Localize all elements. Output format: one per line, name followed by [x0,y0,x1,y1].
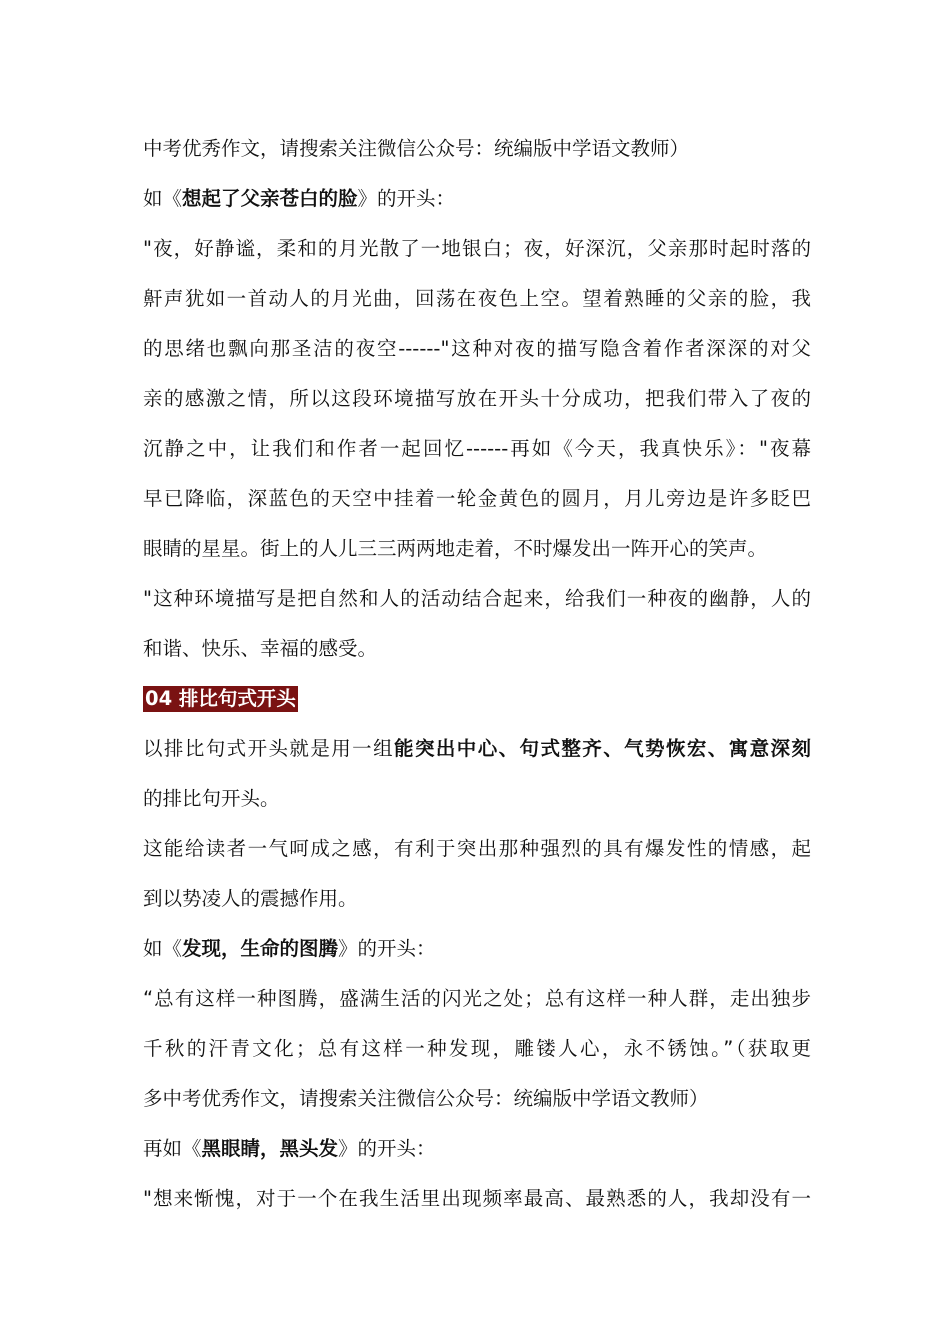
paragraph-line: 这能给读者一气呵成之感，有利于突出那种强烈的具有爆发性的情感，起 [143,837,811,860]
paragraph-line: 的排比句开头。 [143,787,280,810]
section-heading: 04 排比句式开头 [145,687,296,710]
text-span: 》的开头： [338,1137,436,1160]
paragraph-line: “总有这样一种图腾，盛满生活的闪光之处；总有这样一种人群，走出独步 [143,987,811,1010]
example-intro-line [143,924,811,974]
paragraph-line: 和谐、快乐、幸福的感受。 [143,637,378,660]
document-body [143,124,811,1224]
paragraph-line [143,724,811,774]
paragraph-line: 中考优秀作文，请搜索关注微信公众号：统编版中学语文教师） [143,137,690,160]
paragraph-line: "想来惭愧，对于一个在我生活里出现频率最高、最熟悉的人，我却没有一 [143,1187,811,1210]
paragraph-line: 沉静之中，让我们和作者一起回忆------再如《今天，我真快乐》："夜幕 [143,437,811,460]
text-span: 如《 [143,187,183,210]
text-span: 再如《 [143,1137,202,1160]
paragraph-line: 到以势凌人的震撼作用。 [143,887,358,910]
paragraph-line: 亲的感激之情，所以这段环境描写放在开头十分成功，把我们带入了夜的 [143,387,811,410]
text-span: 》的开头： [338,937,436,960]
paragraph-line: "夜，好静谧，柔和的月光散了一地银白；夜，好深沉，父亲那时起时落的 [143,237,811,260]
paragraph-line: 千秋的汗青文化；总有这样一种发现，雕镂人心，永不锈蚀。”（获取更 [143,1037,811,1060]
bold-emphasis: 能突出中心、句式整齐、气势恢宏、寓意深刻 [394,737,811,760]
paragraph-line: "这种环境描写是把自然和人的活动结合起来，给我们一种夜的幽静，人的 [143,587,811,610]
example-intro-line [143,174,811,224]
bold-title: 发现，生命的图腾 [182,937,339,960]
paragraph-line: 多中考优秀作文，请搜索关注微信公众号：统编版中学语文教师） [143,1087,709,1110]
paragraph-line: 早已降临，深蓝色的天空中挂着一轮金黄色的圆月，月儿旁边是许多眨巴 [143,487,811,510]
example-intro-line [143,1124,811,1174]
bold-title: 想起了父亲苍白的脸 [182,187,358,210]
bold-title: 黑眼睛，黑头发 [201,1137,339,1160]
section-heading-line [143,674,811,724]
text-span: 》的开头： [357,187,456,210]
text-span: 以排比句式开头就是用一组 [143,737,395,760]
paragraph-line: 的思绪也飘向那圣洁的夜空------"这种对夜的描写隐含着作者深深的对父 [143,337,811,360]
text-span: 如《 [143,937,183,960]
paragraph-line: 鼾声犹如一首动人的月光曲，回荡在夜色上空。望着熟睡的父亲的脸，我 [143,287,811,310]
paragraph-line: 眼睛的星星。街上的人儿三三两两地走着，不时爆发出一阵开心的笑声。 [143,537,768,560]
